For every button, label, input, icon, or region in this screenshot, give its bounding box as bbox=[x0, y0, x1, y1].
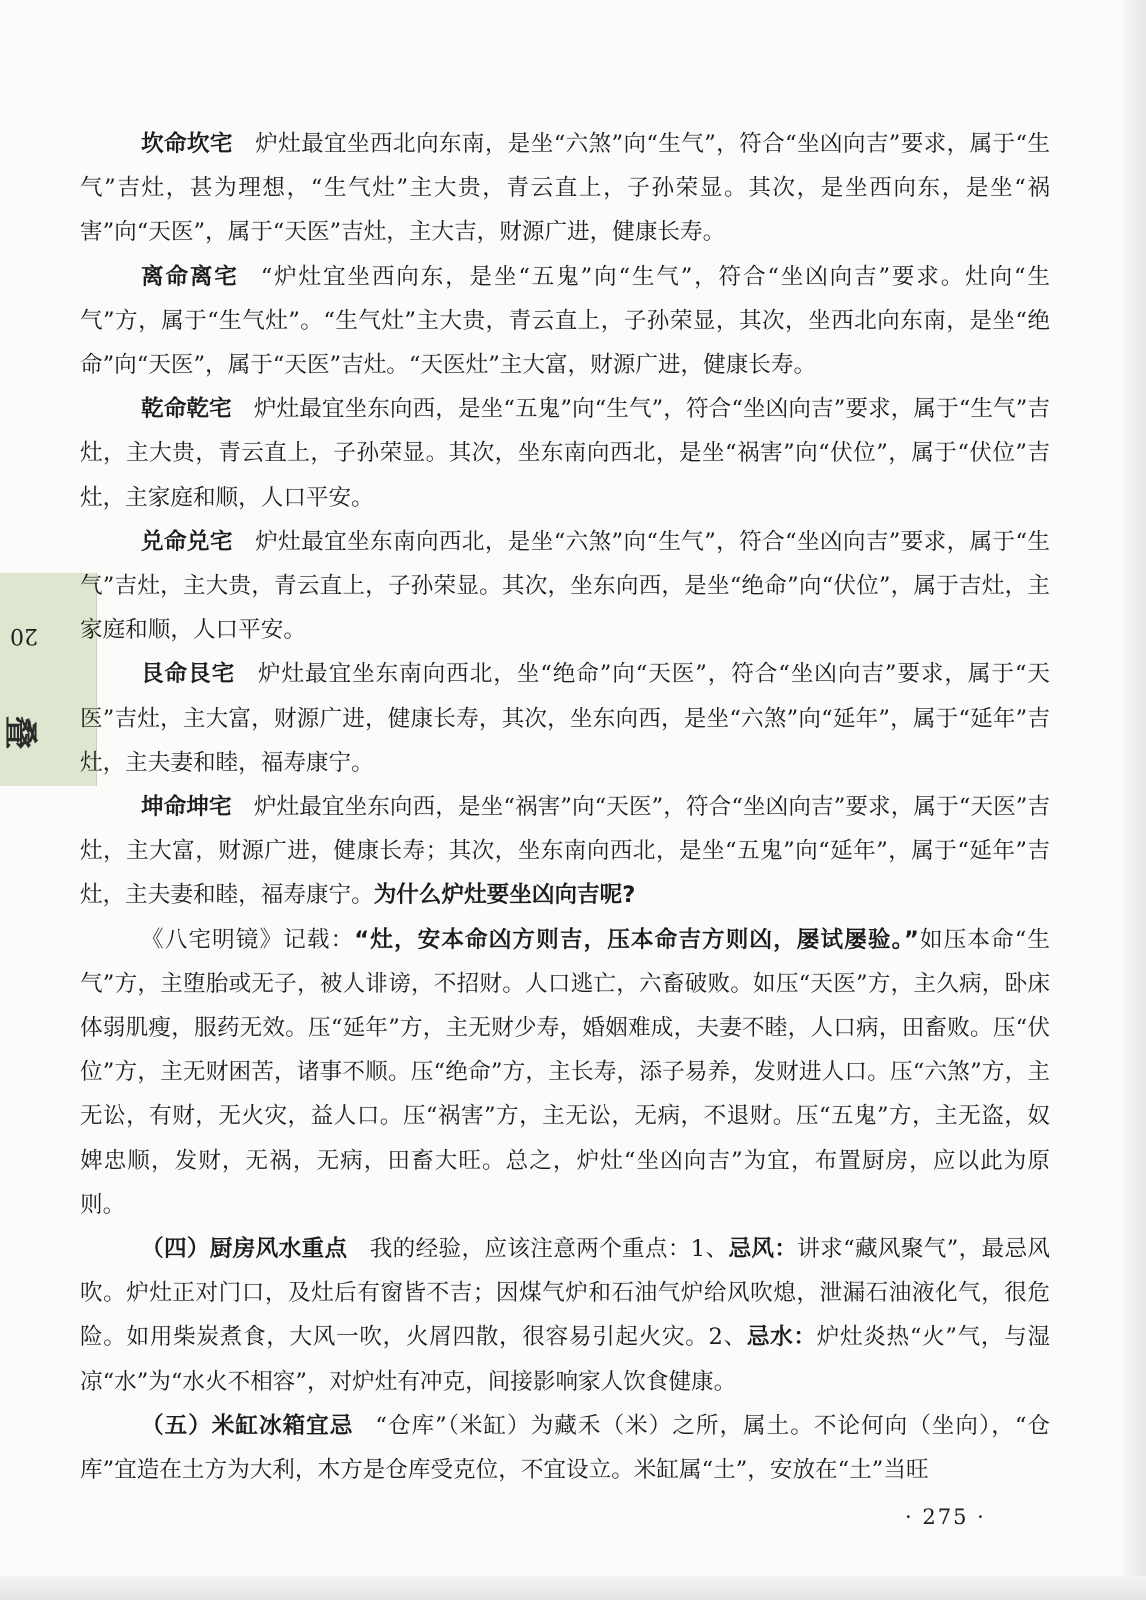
paragraph-body: 炉灶最宜坐东南向西北，是坐“六煞”向“生气”，符合“坐凶向吉”要求，属于“生气”吉灶，主大贵，青云直上，子孙荣显。其次，坐东向西，是坐“绝命”向“伏位”，属于吉灶，主家庭和顺，人口平安。 bbox=[80, 528, 1051, 644]
paragraph-body: 炉灶最宜坐西北向东南，是坐“六煞”向“生气”，符合“坐凶向吉”要求，属于“生气”吉灶，甚为理想，“生气灶”主大贵，青云直上，子孙荣显。其次，是坐西向东，是坐“祸害”向“天医”，属于“天医”吉灶，主大吉，财源广进，健康长寿。 bbox=[80, 131, 1051, 246]
paragraph-heading: 艮命艮宅 bbox=[141, 661, 236, 688]
quote-lead: 《八宅明镜》记载： bbox=[141, 926, 355, 953]
paragraph-heading: 乾命乾宅 bbox=[141, 396, 232, 423]
paragraph-heading: 兑命兑宅 bbox=[141, 528, 233, 555]
paragraph-body: 炉灶最宜坐东向西，是坐“祸害”向“天医”，符合“坐凶向吉”要求，属于“天医”吉灶，主大富，财源广进，健康长寿；其次，坐东南向西北，是坐“五鬼”向“延年”，属于“延年”吉灶，主夫妻和睦，福寿康宁。 bbox=[80, 794, 1051, 909]
point-label: 忌风： bbox=[728, 1236, 798, 1263]
body-text bbox=[80, 122, 1050, 1492]
section-intro: 我的经验，应该注意两个重点：1、 bbox=[369, 1236, 729, 1263]
page-right-edge-shadow bbox=[1124, 0, 1146, 1600]
quote-text: “灶，安本命凶方则吉，压本命吉方则凶，屡试屡验。” bbox=[354, 926, 919, 953]
point-body: 炉灶炎热“火”气，与湿凉“水”为“水火不相容”，对炉灶有冲克，间接影响家人饮食健康。 bbox=[80, 1324, 1051, 1395]
paragraph-kun bbox=[80, 785, 1050, 918]
paragraph-heading: 坤命坤宅 bbox=[141, 794, 232, 821]
point-label: 忌水： bbox=[746, 1324, 817, 1351]
paragraph-question: 为什么炉灶要坐凶向吉呢? bbox=[373, 882, 636, 909]
point-body: 讲求“藏风聚气”，最忌风吹。炉灶正对门口，及灶后有窗皆不吉；因煤气炉和石油气炉给风吹熄，泄漏石油液化气，很危险。如用柴炭煮食，大风一吹，火屑四散，很容易引起火灾。2、 bbox=[80, 1236, 1051, 1351]
paragraph-quote bbox=[80, 918, 1050, 1227]
section-heading: （四）厨房风水重点 bbox=[141, 1236, 348, 1263]
paragraph-heading: 坎命坎宅 bbox=[141, 131, 233, 157]
section-four bbox=[80, 1227, 1050, 1404]
paragraph-li bbox=[80, 255, 1050, 388]
section-body: “仓库”（米缸）为藏禾（米）之所，属土。不论何向（坐向），“仓库”宜造在土方为大利，木方是仓库受克位，不宜设立。米缸属“土”，安放在“土”当旺 bbox=[80, 1412, 1050, 1484]
paragraph-kan bbox=[80, 122, 1050, 255]
paragraph-heading: 离命离宅 bbox=[141, 263, 239, 290]
paragraph-body: 炉灶最宜坐东南向西北，坐“绝命”向“天医”，符合“坐凶向吉”要求，属于“天医”吉灶，主大富，财源广进，健康长寿，其次，坐东向西，是坐“六煞”向“延年”，属于“延年”吉灶，主夫妻和睦，福寿康宁。 bbox=[80, 661, 1050, 776]
side-tab-character: 叠 bbox=[0, 715, 40, 750]
section-heading: （五）米缸冰箱宜忌 bbox=[141, 1412, 354, 1439]
paragraph-body: 炉灶最宜坐东向西，是坐“五鬼”向“生气”，符合“坐凶向吉”要求，属于“生气”吉灶，主大贵，青云直上，子孙荣显。其次，坐东南向西北，是坐“祸害”向“伏位”，属于“伏位”吉灶，主家庭和顺，人口平安。 bbox=[80, 396, 1051, 511]
page-number: · 275 · bbox=[905, 1505, 986, 1529]
paragraph-dui bbox=[80, 520, 1050, 653]
page-bottom-edge-shadow bbox=[0, 1576, 1146, 1600]
side-tab-number: 20 bbox=[10, 623, 38, 648]
section-five bbox=[80, 1404, 1050, 1492]
paragraph-gen bbox=[80, 652, 1050, 785]
paragraph-qian bbox=[80, 387, 1050, 520]
paragraph-body: “炉灶宜坐西向东，是坐“五鬼”向“生气”，符合“坐凶向吉”要求。灶向“生气”方，属于“生气灶”。“生气灶”主大贵，青云直上，子孙荣显，其次，坐西北向东南，是坐“绝命”向“天医”，属于“天医”吉灶。“天医灶”主大富，财源广进，健康长寿。 bbox=[80, 263, 1051, 379]
quote-body: 如压本命“生气”方，主堕胎或无子，被人诽谤，不招财。人口逃亡，六畜破败。如压“天医”方，主久病，卧床体弱肌瘦，服药无效。压“延年”方，主无财少寿，婚姻难成，夫妻不睦，人口病，田畜败。压“伏位”方，主无财困苦，诸事不顺。压“绝命”方，主长寿，添子易养，发财进人口。压“六煞”方，主无讼，有财，无火灾，益人口。压“祸害”方，主无讼，无病，不退财。压“五鬼”方，主无盗，奴婢忠顺，发财，无祸，无病，田畜大旺。总之，炉灶“坐凶向吉”为宜，布置厨房，应以此为原则。 bbox=[80, 926, 1050, 1218]
